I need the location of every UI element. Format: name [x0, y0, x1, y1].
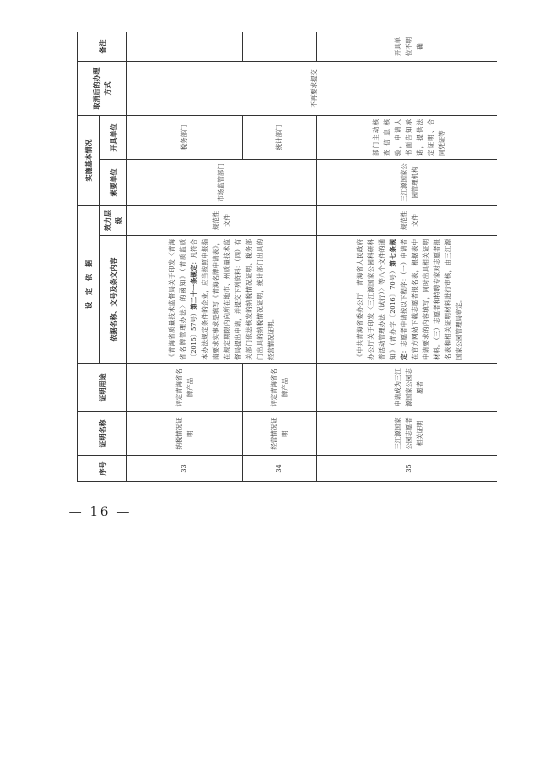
- basis-text: 志愿者申请按以下程序：（一）申请者在官方网站下载志愿者报名表，根据表中申请要求的内容填写，同时出具相关证明材料。（三）志愿者和特聘专家对志愿者报名表和相关证明材料进行审核，由三江源国家公园管理局审定。: [399, 239, 463, 360]
- row-name: 三江源国家公园志愿者相关证明: [317, 412, 498, 456]
- row-purpose: 评定青海省名牌产品: [127, 364, 243, 412]
- header-name: 证明名称: [78, 412, 127, 456]
- header-effect: 效力层级: [100, 206, 127, 236]
- header-basis-group: 设 定 依 据: [78, 206, 100, 364]
- page-number: — 16 —: [68, 505, 132, 520]
- row-purpose: 评定青海省名牌产品: [243, 364, 317, 412]
- row-effect: 规范性文件: [127, 206, 317, 236]
- table-region: [77, 32, 497, 482]
- basis-bold-text: 第二十一条规定：: [189, 258, 198, 310]
- row-effect: 规范性文件: [317, 206, 498, 236]
- row-name: 纳税情况证明: [127, 412, 243, 456]
- certificate-table: [77, 32, 497, 482]
- row-seq: 33: [127, 456, 243, 482]
- row-basis: [127, 236, 317, 364]
- table-row: [127, 32, 243, 482]
- basis-bold-text: 第七条规定：: [388, 238, 408, 360]
- row-dept: 三江源国家公园管理机构: [317, 160, 498, 206]
- row-basis: [317, 236, 498, 364]
- header-remark: 备注: [78, 32, 127, 62]
- header-impl-group: 实施基本情况: [78, 116, 100, 206]
- basis-text: 《青海省质量技术监督局关于印发〈青海省名牌管理办法〉的函知》（青质监质〔2015〕57号）: [167, 239, 198, 360]
- row-remark: [127, 32, 243, 62]
- row-purpose: 申请成为三江源国家公园志愿者: [317, 364, 498, 412]
- row-post-shared: 不再要求提交: [127, 62, 498, 116]
- row-issuer: 税务部门: [127, 116, 243, 160]
- header-impl-dept: 索要单位: [100, 160, 127, 206]
- header-seq: 序号: [78, 456, 127, 482]
- header-issuer: 开具单位: [100, 116, 127, 160]
- header-post: 取消后的办理方式: [78, 62, 127, 116]
- row-seq: 34: [243, 456, 317, 482]
- basis-text: 凡符合本办法规定条件的企业，应当按照申报指南要求实事求是填写《青海名牌申请表》，在规定期限内向所在地市、州质量技术监督局提出申请，并提交下列资料：（四）有关部门依法核发的纳税情况证明、税务部门出具的纳税情况证明，统计部门出具的经营情况证明。: [189, 239, 275, 360]
- row-issuer: 部门主动核查信息核验，申请人书面告知承诺，提供法定证明、合同凭证等: [317, 116, 498, 160]
- header-basis-doc: 依据名称、文号及条文内容: [100, 236, 127, 364]
- header-purpose: 证明用途: [78, 364, 127, 412]
- row-name: 经营情况证明: [243, 412, 317, 456]
- row-dept: 市场监管部门: [127, 160, 317, 206]
- basis-text: 《中共青海省委办公厅 青海省人民政府办公厅关于印发〈三江源国家公园科研科普活动管理办法（试行）〉等八个文件的通知》（青办字〔2016〕70号）: [355, 239, 397, 360]
- rotated-table-container: [77, 32, 497, 482]
- row-remark: 开具单位不明确: [317, 32, 498, 62]
- row-issuer: 统计部门: [243, 116, 317, 160]
- row-remark: [243, 32, 317, 62]
- row-seq: 35: [317, 456, 498, 482]
